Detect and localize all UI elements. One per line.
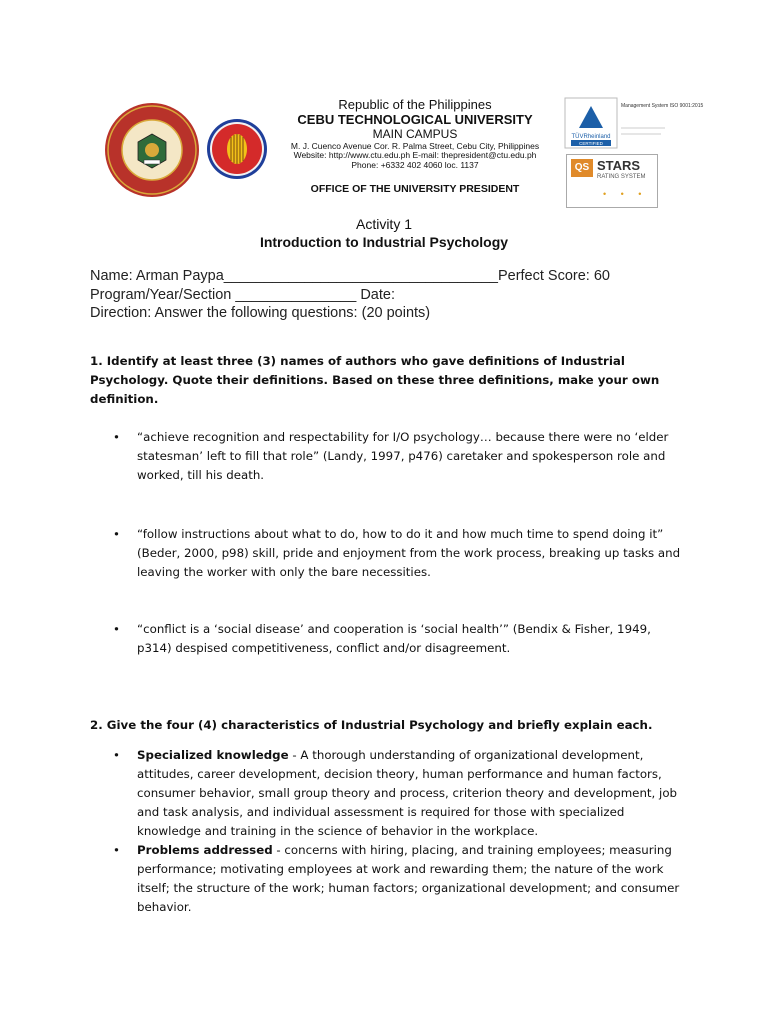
program-date-line: Program/Year/Section _______________ Date: xyxy=(90,287,395,303)
letterhead xyxy=(100,92,704,210)
bullet-icon: • xyxy=(113,430,120,444)
bullet-icon: • xyxy=(113,527,120,541)
q2-desc-1: - A thorough understanding of organizational development, attitudes, career development, decision theory, human performance and human factors, consumer behavior, small group theory and process, criterion theory and development, job and task analysis, and individual assessment is required for those with specialized knowledge and training in the science of behavior in the workplace. xyxy=(137,748,678,838)
phone-line: Phone: +6332 402 4060 loc. 1137 xyxy=(351,160,479,171)
bullet-icon: • xyxy=(113,748,120,762)
q2-answer-2 xyxy=(137,841,682,917)
office-line: OFFICE OF THE UNIVERSITY PRESIDENT xyxy=(310,182,520,195)
qs-rating-text: RATING SYSTEM xyxy=(597,174,646,180)
bullet-icon: • xyxy=(113,843,120,857)
campus-name: MAIN CAMPUS xyxy=(372,126,458,141)
bullet-icon: • xyxy=(113,622,120,636)
activity-subtitle: Introduction to Industrial Psychology xyxy=(259,234,509,250)
direction-line: Direction: Answer the following questions: (20 points) xyxy=(90,305,431,321)
question-2: 2. Give the four (4) characteristics of Industrial Psychology and briefly explain each. xyxy=(90,718,653,732)
university-seal-logo xyxy=(104,102,200,198)
q1-answer-2: “follow instructions about what to do, how to do it and how much time to spend doing it” (Beder, 2000, p98) skill, pride and enjoyment from the work process, breaking up tasks and leaving the worker with only the bare necessities. xyxy=(137,527,681,579)
q2-term-1: Specialized knowledge xyxy=(137,748,289,762)
qs-stars-text: STARS xyxy=(597,158,641,173)
qs-mark: QS xyxy=(571,159,593,177)
q1-answer-3: “conflict is a ‘social disease’ and cooperation is ‘social health’” (Bendix & Fisher, 1949, p314) despised competitiveness, conflict and/or disagreement. xyxy=(137,622,651,655)
university-name: CEBU TECHNOLOGICAL UNIVERSITY xyxy=(297,111,533,127)
address-line: M. J. Cuenco Avenue Cor. R. Palma Street, Cebu City, Philippines xyxy=(290,140,540,151)
letterhead-text xyxy=(270,98,560,195)
q2-term-2: Problems addressed xyxy=(137,843,273,857)
qs-star-dots: • • • xyxy=(603,189,648,199)
website-email-line: Website: http://www.ctu.edu.ph E-mail: thepresident@ctu.edu.ph xyxy=(293,150,537,161)
asean-emblem-logo xyxy=(206,118,268,180)
tuv-cert: CERTIFIED xyxy=(579,141,603,146)
republic-line: Republic of the Philippines xyxy=(338,97,492,112)
q2-answer-1 xyxy=(137,746,682,841)
tuv-brand: TÜVRheinland xyxy=(571,134,611,140)
name-score-line: Name: Arman Paypa__________________________________Perfect Score: 60 xyxy=(90,268,610,284)
question-1: 1. Identify at least three (3) names of authors who gave definitions of Industrial Psychology. Quote their definitions. Based on these three definitions, make your own definition. xyxy=(90,354,660,406)
activity-title: Activity 1 xyxy=(355,216,412,232)
q1-answer-1: “achieve recognition and respectability for I/O psychology… because there were no ‘elder statesman’ left to fill that role” (Landy, 1997, p476) caretaker and spokesperson role and worked, till his death. xyxy=(137,430,669,482)
tuv-label: Management System ISO 9001:2015 xyxy=(621,103,704,109)
tuv-certification-logo xyxy=(565,98,704,148)
qs-stars-rating-logo xyxy=(566,154,658,208)
q2-desc-2: - concerns with hiring, placing, and training employees; measuring performance; motivating employees at work and rewarding them; the nature of the work itself; the structure of the work; human factors; organizational development; and consumer behavior. xyxy=(137,843,680,914)
